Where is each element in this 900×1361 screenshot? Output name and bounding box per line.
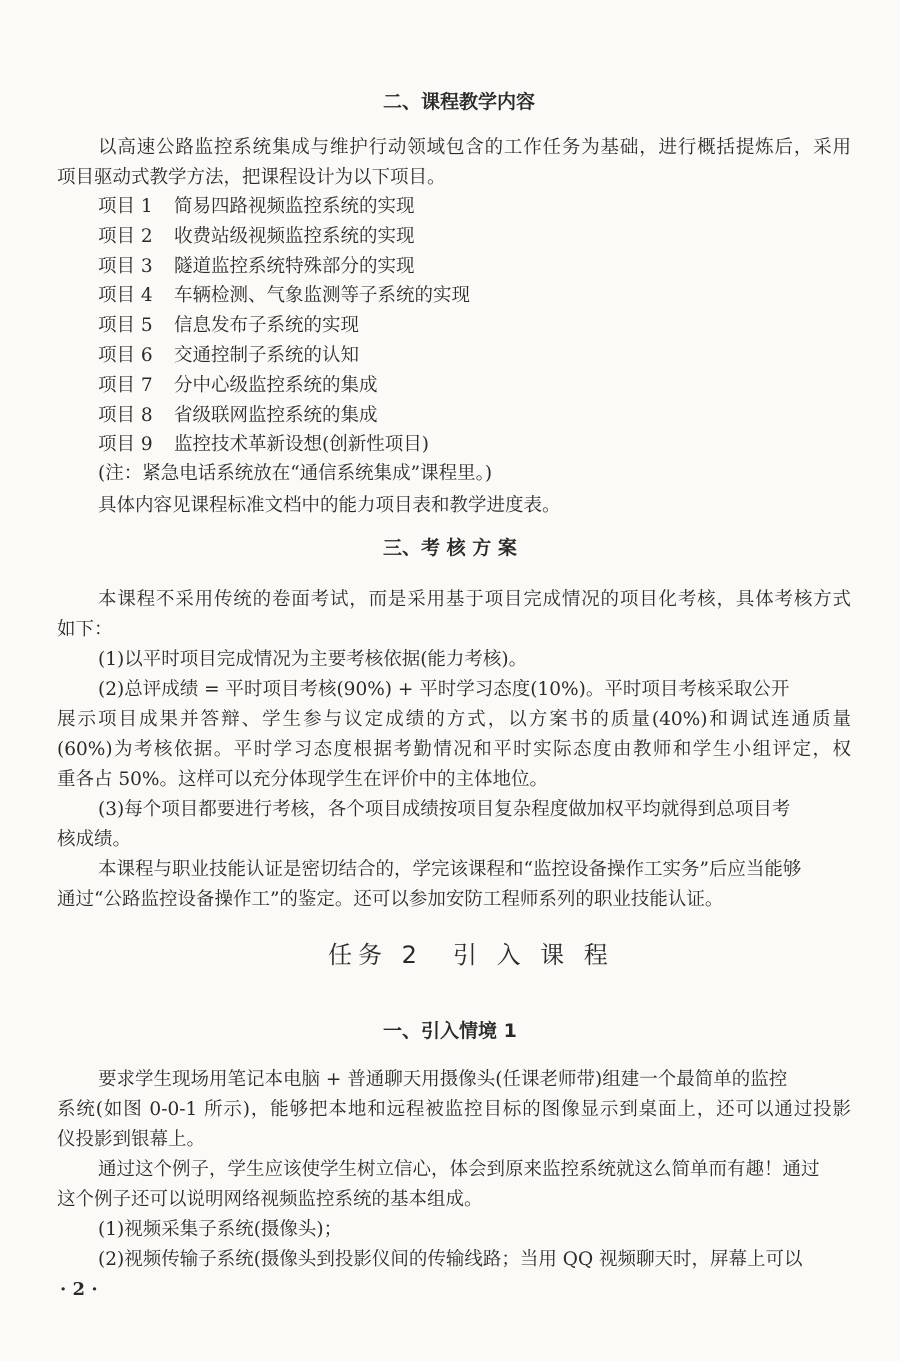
project-number: 项目 9 (98, 434, 153, 456)
list-item: (1)以平时项目完成情况为主要考核依据(能力考核)。 (98, 649, 528, 670)
project-number: 项目 5 (98, 315, 153, 337)
project-title: 交通控制子系统的认知 (174, 345, 360, 366)
paragraph-line: 以高速公路监控系统集成与维护行动领域包含的工作任务为基础，进行概括提炼后，采用 (98, 137, 851, 158)
section-heading: 二、课程教学内容 (383, 91, 536, 113)
list-item: (1)视频采集子系统(摄像头)； (98, 1219, 343, 1240)
paragraph-line: (3)每个项目都要进行考核，各个项目成绩按项目复杂程度做加权平均就得到总项目考 (98, 799, 791, 820)
paragraph-line: 要求学生现场用笔记本电脑 + 普通聊天用摄像头(任课老师带)组建一个最简单的监控 (98, 1069, 788, 1090)
paragraph-line: 仪投影到银幕上。 (57, 1129, 206, 1150)
project-number: 项目 2 (98, 225, 153, 247)
paragraph-line: 核成绩。 (57, 829, 132, 850)
section-heading: 一、引入情境 1 (383, 1020, 517, 1042)
paragraph-line: 通过“公路监控设备操作工”的鉴定。还可以参加安防工程师系列的职业技能认证。 (57, 889, 724, 910)
project-title: 收费站级视频监控系统的实现 (174, 225, 415, 247)
paragraph-line: (60%)为考核依据。平时学习态度根据考勤情况和平时实际态度由教师和学生小组评定，权 (57, 739, 851, 760)
paragraph-line: 系统(如图 0-0-1 所示)，能够把本地和远程被监控目标的图像显示到桌面上，还可以通过投影 (57, 1099, 851, 1120)
project-number: 项目 1 (98, 196, 153, 217)
list-item: (2)视频传输子系统(摄像头到投影仪间的传输线路；当用 QQ 视频聊天时，屏幕上可以 (98, 1249, 803, 1270)
project-title: 隧道监控系统特殊部分的实现 (174, 255, 415, 277)
task-title: 任务 2 引 入 课 程 (328, 941, 614, 969)
paragraph-line: 这个例子还可以说明网络视频监控系统的基本组成。 (57, 1189, 483, 1210)
project-number: 项目 7 (98, 374, 153, 396)
paragraph-line: 具体内容见课程标准文档中的能力项目表和教学进度表。 (98, 495, 561, 516)
project-title: 监控技术革新设想(创新性项目) (174, 434, 429, 456)
note: (注：紧急电话系统放在“通信系统集成”课程里。) (98, 463, 493, 484)
paragraph-line: 重各占 50%。这样可以充分体现学生在评价中的主体地位。 (57, 769, 549, 790)
paragraph-line: 通过这个例子，学生应该使学生树立信心，体会到原来监控系统就这么简单而有趣！通过 (98, 1159, 820, 1180)
project-title: 省级联网监控系统的集成 (174, 404, 378, 426)
project-number: 项目 6 (98, 345, 153, 366)
project-title: 车辆检测、气象监测等子系统的实现 (174, 285, 471, 307)
project-number: 项目 4 (98, 285, 153, 307)
project-title: 信息发布子系统的实现 (174, 315, 360, 337)
project-number: 项目 3 (98, 255, 153, 277)
project-number: 项目 8 (98, 404, 153, 426)
paragraph-line: 本课程不采用传统的卷面考试，而是采用基于项目完成情况的项目化考核，具体考核方式 (98, 589, 851, 610)
paragraph-line: 项目驱动式教学方法，把课程设计为以下项目。 (57, 167, 446, 188)
project-title: 简易四路视频监控系统的实现 (174, 196, 415, 217)
section-heading: 三、考 核 方 案 (383, 537, 517, 559)
project-title: 分中心级监控系统的集成 (174, 374, 378, 396)
paragraph-line: 本课程与职业技能认证是密切结合的，学完该课程和“监控设备操作工实务”后应当能够 (98, 859, 802, 880)
paragraph-line: 展示项目成果并答辩、学生参与议定成绩的方式，以方案书的质量(40%)和调试连通质量 (57, 709, 851, 730)
paragraph-line: 如下： (57, 619, 113, 640)
page-number: · 2 · (60, 1279, 98, 1300)
paragraph-line: (2)总评成绩 = 平时项目考核(90%) + 平时学习态度(10%)。平时项目考核采取公开 (98, 679, 790, 700)
